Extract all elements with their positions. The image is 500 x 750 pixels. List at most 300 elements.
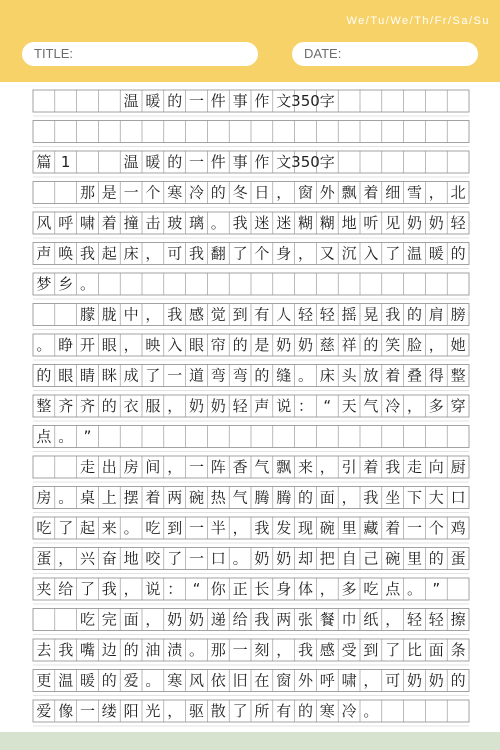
grid-char: 床	[123, 244, 139, 263]
grid-char: 嘴	[79, 641, 96, 659]
grid-char: 。	[145, 671, 161, 690]
grid-char: ，	[385, 610, 401, 629]
grid-char: 呼	[58, 214, 74, 232]
grid-char: 觉	[210, 305, 226, 324]
grid-char: 我	[188, 244, 205, 263]
grid-char: 文	[276, 153, 292, 171]
grid-char: 入	[363, 244, 379, 263]
grid-char: 温	[123, 92, 139, 110]
grid-char: 梦	[36, 275, 52, 293]
grid-char: 帘	[210, 336, 226, 354]
grid-char: 我	[79, 244, 96, 263]
grid-char: 散	[210, 702, 226, 720]
grid-char: 一	[123, 183, 139, 202]
grid-char: 温	[123, 153, 139, 171]
grid-row	[33, 365, 469, 391]
grid-char: 的	[101, 397, 117, 415]
grid-char: 一	[79, 702, 96, 720]
grid-char: 我	[385, 305, 401, 324]
grid-char: ，	[167, 397, 183, 415]
grid-row	[33, 304, 469, 330]
grid-row	[33, 273, 469, 299]
grid-char: 兴	[79, 549, 96, 568]
grid-char: 那	[79, 183, 96, 202]
grid-char: 字	[319, 92, 335, 110]
grid-char: 。	[36, 336, 52, 354]
grid-char: ，	[58, 549, 74, 568]
grid-char: ，	[145, 305, 161, 324]
grid-char: 弯	[210, 366, 226, 385]
grid-char: ，	[363, 671, 379, 690]
grid-char: 眼	[188, 336, 205, 354]
grid-char: 摇	[341, 305, 357, 324]
grid-char: 起	[79, 519, 96, 537]
grid-char: 了	[58, 519, 74, 537]
grid-char: 翻	[210, 244, 226, 263]
grid-char: 热	[210, 488, 226, 507]
grid-char: 1	[60, 153, 71, 171]
grid-char: 奶	[276, 336, 292, 354]
grid-char: 弯	[232, 366, 248, 385]
grid-char: 奶	[167, 610, 183, 629]
grid-char: 作	[254, 153, 270, 171]
grid-char: 外	[319, 183, 335, 202]
grid-char: 藏	[363, 519, 379, 537]
grid-char: 纸	[363, 610, 379, 629]
grid-char: 气	[254, 458, 270, 476]
grid-char: 现	[297, 519, 314, 537]
grid-char: 胧	[101, 305, 117, 324]
grid-char: 两	[276, 610, 292, 629]
grid-char: 着	[363, 183, 379, 202]
grid-row	[33, 334, 469, 360]
grid-char: 衣	[123, 397, 139, 415]
grid-char: 向	[428, 458, 444, 476]
grid-char: 了	[145, 366, 161, 385]
grid-row	[33, 578, 469, 604]
grid-char: 肩	[428, 305, 444, 324]
grid-char: 蛋	[450, 549, 466, 568]
grid-row	[33, 395, 469, 421]
grid-char: 里	[406, 549, 423, 568]
grid-char: 碗	[385, 549, 401, 568]
grid-char: 正	[232, 580, 248, 598]
grid-char: 完	[101, 610, 117, 629]
grid-char: 受	[341, 641, 357, 659]
grid-char: 。	[406, 580, 423, 598]
grid-char: 是	[101, 183, 117, 202]
grid-row	[33, 182, 469, 208]
grid-char: 的	[297, 702, 314, 720]
grid-char: 的	[232, 336, 248, 354]
grid-char: 奶	[210, 397, 226, 415]
grid-char: 张	[297, 610, 314, 629]
grid-char: 开	[79, 336, 96, 354]
grid-char: 放	[363, 366, 379, 385]
grid-char: 驱	[188, 702, 205, 720]
grid-char: ，	[123, 580, 139, 598]
grid-char: 了	[79, 580, 96, 598]
grid-char: 口	[210, 549, 226, 568]
grid-char: 一	[188, 549, 205, 568]
grid-char: 。	[188, 641, 205, 659]
grid-char: 像	[58, 702, 74, 720]
grid-char: 面	[319, 488, 335, 507]
grid-char: 的	[450, 671, 466, 690]
grid-char: 了	[232, 244, 248, 263]
grid-char: 地	[341, 214, 357, 232]
grid-row	[33, 212, 469, 238]
grid-char: 感	[188, 305, 205, 324]
grid-char: 慈	[319, 336, 335, 354]
grid-char: 撞	[123, 214, 139, 232]
grid-char: 的	[123, 641, 139, 659]
grid-char: 多	[428, 397, 444, 415]
grid-char: 感	[319, 641, 335, 659]
date-label: DATE:	[304, 46, 342, 61]
grid-row	[33, 90, 469, 116]
grid-char: 唤	[58, 244, 74, 263]
grid-char: 吃	[145, 519, 161, 537]
grid-char: 来	[101, 519, 117, 537]
grid-char: 。	[210, 214, 226, 232]
grid-char: 蛋	[36, 549, 52, 568]
grid-char: 寒	[319, 702, 335, 720]
grid-char: ”	[432, 580, 441, 598]
grid-char: 有	[254, 305, 270, 324]
grid-char: ，	[167, 702, 183, 720]
grid-char: 奶	[406, 214, 423, 232]
grid-char: 飘	[276, 458, 292, 476]
grid-char: 服	[145, 397, 161, 415]
grid-char: 出	[101, 458, 117, 476]
grid-char: 两	[167, 488, 183, 507]
grid-char: 字	[319, 153, 335, 171]
weekday-strip: We/Tu/We/Th/Fr/Sa/Su	[346, 15, 490, 27]
grid-char: 。	[297, 366, 314, 385]
grid-char: 晃	[363, 305, 379, 324]
grid-char: 啸	[79, 214, 96, 232]
grid-char: 奶	[276, 549, 292, 568]
grid-char: 奋	[101, 549, 117, 568]
grid-char: 头	[341, 366, 357, 385]
grid-char: 事	[232, 92, 248, 110]
grid-char: 北	[450, 183, 466, 202]
grid-char: ：	[167, 580, 183, 598]
grid-char: 光	[145, 702, 161, 720]
grid-char: 轻	[297, 305, 314, 324]
grid-char: ，	[167, 458, 183, 476]
grid-char: “	[323, 397, 332, 415]
grid-char: 气	[232, 488, 248, 507]
grid-char: 中	[123, 305, 139, 324]
grid-char: 寒	[167, 671, 183, 690]
grid-char: 我	[254, 519, 270, 537]
grid-char: 暖	[428, 244, 444, 263]
grid-char: 着	[145, 488, 161, 507]
grid-char: 来	[297, 458, 314, 476]
grid-char: 坐	[385, 488, 401, 507]
grid-char: 更	[36, 671, 52, 690]
grid-char: 擦	[450, 610, 466, 629]
grid-char: 一	[232, 641, 248, 659]
grid-char: 朦	[79, 305, 96, 324]
grid-char: 天	[341, 397, 357, 415]
grid-char: 温	[406, 244, 423, 263]
grid-char: 缕	[101, 702, 117, 720]
grid-char: 雪	[406, 183, 423, 202]
grid-char: ，	[319, 458, 335, 476]
grid-char: 细	[385, 183, 401, 202]
grid-char: 餐	[319, 610, 335, 629]
grid-char: 递	[210, 610, 226, 629]
grid-char: 却	[297, 549, 314, 568]
grid-char: 。	[123, 519, 139, 537]
grid-row	[33, 639, 469, 665]
grid-char: 寒	[167, 183, 183, 202]
grid-char: 奶	[254, 549, 270, 568]
grid-char: 油	[145, 641, 161, 659]
grid-char: 可	[385, 671, 401, 690]
grid-char: 350	[291, 92, 320, 110]
grid-char: 整	[450, 366, 466, 385]
grid-char: 有	[276, 702, 292, 720]
grid-char: 鸡	[450, 519, 466, 537]
grid-char: 了	[385, 641, 401, 659]
grid-char: 己	[363, 549, 379, 568]
grid-char: ”	[83, 427, 92, 446]
grid-char: 吃	[363, 580, 379, 598]
grid-char: 轻	[232, 397, 248, 415]
grid-char: 地	[123, 549, 139, 568]
grid-char: 件	[210, 153, 226, 171]
grid-char: 那	[210, 641, 226, 659]
grid-char: 的	[297, 488, 314, 507]
grid-char: 迷	[276, 214, 292, 232]
grid-char: 自	[341, 549, 357, 568]
grid-char: ：	[297, 397, 314, 415]
grid-char: 啸	[341, 671, 357, 690]
grid-char: 。	[232, 549, 248, 568]
grid-char: 着	[101, 214, 117, 232]
grid-char: 旧	[232, 671, 248, 690]
grid-char: ，	[319, 580, 335, 598]
grid-char: 文	[276, 92, 292, 110]
grid-char: 窗	[297, 183, 314, 202]
grid-char: 了	[385, 244, 401, 263]
grid-char: ，	[145, 610, 161, 629]
grid-char: 糊	[297, 214, 314, 232]
grid-char: 的	[363, 336, 379, 354]
grid-char: 说	[276, 397, 292, 415]
grid-char: 巾	[341, 610, 357, 629]
grid-char: 穿	[450, 397, 466, 415]
grid-char: 日	[254, 183, 270, 202]
grid-char: 碗	[188, 488, 205, 507]
grid-char: 作	[254, 92, 270, 110]
grid-char: 声	[254, 397, 270, 415]
grid-char: 一	[188, 519, 205, 537]
grid-char: 多	[341, 580, 357, 598]
grid-char: 腾	[276, 488, 292, 507]
grid-char: 糊	[319, 214, 335, 232]
grid-char: 奶	[406, 671, 423, 690]
grid-char: 了	[167, 549, 183, 568]
grid-char: 的	[36, 366, 52, 385]
grid-char: 阳	[123, 702, 139, 720]
grid-char: 奶	[297, 336, 314, 354]
grid-char: 我	[58, 641, 74, 659]
grid-char: 轻	[428, 610, 444, 629]
grid-char: 气	[363, 397, 379, 415]
grid-char: “	[192, 580, 201, 598]
grid-char: 暖	[145, 153, 161, 171]
grid-char: 上	[101, 488, 117, 507]
grid-char: 条	[450, 641, 466, 659]
grid-char: 了	[232, 702, 248, 720]
grid-char: 吃	[36, 519, 52, 537]
grid-char: ，	[428, 336, 444, 354]
grid-char: 。	[79, 275, 96, 293]
grid-char: 奶	[428, 671, 444, 690]
grid-char: 道	[188, 366, 205, 385]
grid-char: 睛	[79, 366, 96, 385]
grid-char: 见	[385, 214, 401, 232]
grid-char: 一	[188, 92, 205, 110]
grid-char: 碗	[319, 519, 335, 537]
grid-char: 的	[450, 244, 466, 263]
grid-char: 温	[58, 671, 74, 690]
grid-char: 我	[101, 580, 117, 598]
grid-char: 缝	[276, 366, 292, 385]
grid-char: 发	[276, 519, 292, 537]
grid-char: 可	[167, 244, 183, 263]
grid-char: 我	[363, 488, 379, 507]
grid-char: 爱	[123, 671, 139, 690]
grid-char: 一	[188, 458, 205, 476]
grid-char: 玻	[167, 214, 183, 232]
grid-char: 夹	[36, 580, 52, 598]
grid-char: 渍	[167, 641, 183, 659]
grid-char: 咬	[145, 549, 161, 568]
grid-char: 房	[123, 458, 139, 476]
grid-char: 半	[210, 519, 226, 537]
grid-char: 边	[101, 641, 117, 659]
grid-char: 人	[276, 305, 292, 324]
grid-char: 摆	[123, 488, 139, 507]
grid-char: 在	[254, 671, 270, 690]
grid-char: 香	[232, 458, 248, 476]
grid-char: 点	[385, 580, 401, 598]
grid-char: 里	[341, 519, 357, 537]
grid-char: 的	[254, 366, 270, 385]
grid-row	[33, 670, 469, 696]
grid-char: 间	[145, 458, 161, 476]
grid-char: 轻	[406, 610, 423, 629]
grid-char: 着	[363, 458, 379, 476]
grid-char: 眼	[58, 366, 74, 385]
grid-char: 面	[123, 610, 139, 629]
grid-char: ，	[232, 519, 248, 537]
grid-char: 所	[254, 702, 270, 720]
grid-char: 走	[79, 458, 96, 476]
grid-char: 我	[232, 214, 248, 232]
grid-char: 。	[58, 427, 74, 446]
grid-char: 呼	[319, 671, 335, 690]
grid-row	[33, 456, 469, 482]
grid-char: 的	[428, 549, 444, 568]
grid-char: 给	[232, 610, 248, 629]
grid-char: 听	[363, 214, 379, 232]
grid-char: 我	[167, 305, 183, 324]
grid-char: 风	[188, 671, 205, 690]
grid-char: 轻	[450, 214, 466, 232]
grid-char: 的	[167, 92, 183, 110]
grid-char: 成	[123, 366, 139, 385]
grid-char: 房	[36, 488, 52, 507]
grid-char: 沉	[341, 244, 357, 263]
grid-char: 到	[167, 519, 183, 537]
grid-char: 外	[297, 671, 314, 690]
grid-char: 的	[406, 305, 423, 324]
grid-char: 冷	[385, 397, 401, 415]
grid-char: 奶	[188, 610, 205, 629]
grid-char: 声	[36, 244, 52, 263]
grid-row	[33, 151, 469, 177]
grid-char: ，	[145, 244, 161, 263]
grid-char: 腾	[254, 488, 270, 507]
grid-char: 齐	[79, 397, 96, 415]
grid-char: 把	[319, 549, 335, 568]
grid-char: 眯	[101, 366, 117, 385]
grid-char: 到	[232, 305, 248, 324]
grid-char: 是	[254, 336, 270, 354]
grid-char: 映	[145, 336, 161, 354]
grid-char: 她	[450, 336, 466, 354]
grid-char: 大	[428, 488, 444, 507]
grid-char: 膀	[450, 305, 466, 324]
grid-row	[33, 243, 469, 269]
grid-char: 风	[36, 214, 52, 232]
grid-char: 叠	[406, 366, 423, 385]
grid-char: 着	[385, 366, 401, 385]
grid-char: 冷	[188, 183, 205, 202]
grid-char: 面	[428, 641, 444, 659]
grid-char: 窗	[276, 671, 292, 690]
grid-char: ，	[428, 183, 444, 202]
grid-char: 件	[210, 92, 226, 110]
grid-char: 入	[167, 336, 183, 354]
grid-char: 眼	[101, 336, 117, 354]
grid-char: 得	[428, 366, 444, 385]
grid-char: 迷	[254, 214, 270, 232]
grid-char: 我	[254, 610, 270, 629]
grid-char: 的	[101, 671, 117, 690]
grid-char: 轻	[319, 305, 335, 324]
grid-char: 你	[210, 580, 226, 598]
grid-char: 床	[319, 366, 335, 385]
grid-char: 祥	[341, 336, 357, 354]
grid-char: 睁	[58, 336, 74, 354]
grid-char: 我	[385, 458, 401, 476]
grid-char: 璃	[188, 214, 205, 232]
grid-char: 的	[210, 183, 226, 202]
grid-char: 笑	[385, 336, 401, 354]
grid-char: 说	[145, 580, 161, 598]
grid-char: 厨	[450, 458, 466, 476]
grid-row	[33, 609, 469, 635]
grid-char: 长	[254, 580, 270, 598]
